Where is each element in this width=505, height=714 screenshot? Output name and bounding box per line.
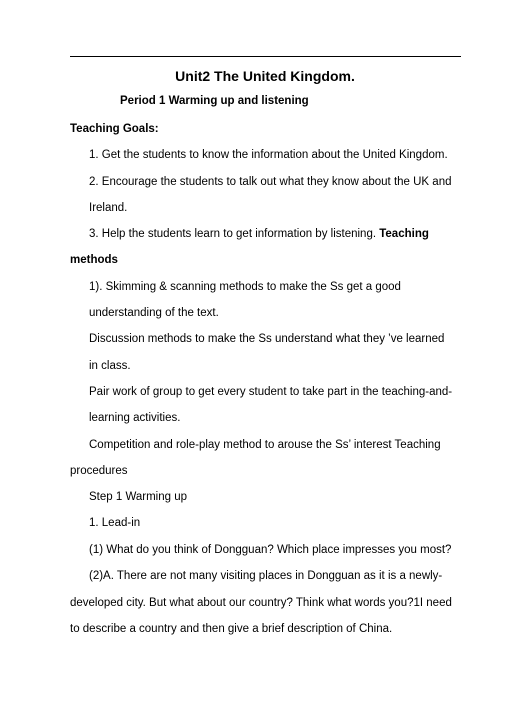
goal-3-text: 3. Help the students learn to get information by listening. bbox=[89, 228, 380, 240]
question-1: (1) What do you think of Dongguan? Which place impresses you most? bbox=[89, 544, 452, 556]
lead-in-heading: 1. Lead-in bbox=[89, 517, 141, 529]
method-4: Competition and role-play method to arouse the Ss’ interest Teaching bbox=[89, 439, 441, 451]
question-2a-continued: developed city. But what about our country? Think what words you?1I need bbox=[70, 597, 452, 609]
method-1-continued: understanding of the text. bbox=[89, 307, 219, 319]
step-1-heading: Step 1 Warming up bbox=[89, 491, 188, 503]
document-subtitle: Period 1 Warming up and listening bbox=[120, 95, 309, 107]
question-2a-end: to describe a country and then give a brief description of China. bbox=[70, 623, 393, 635]
goal-1: 1. Get the students to know the information about the United Kingdom. bbox=[89, 149, 448, 161]
teaching-methods-heading-end: methods bbox=[70, 254, 118, 266]
method-1: 1). Skimming & scanning methods to make the Ss get a good bbox=[89, 281, 401, 293]
header-rule bbox=[70, 56, 461, 57]
goal-3 bbox=[89, 227, 429, 241]
document-title: Unit2 The United Kingdom. bbox=[175, 68, 355, 84]
method-2-continued: in class. bbox=[89, 360, 131, 372]
method-2: Discussion methods to make the Ss understand what they ’ve learned bbox=[89, 333, 445, 345]
goal-2: 2. Encourage the students to talk out what they know about the UK and bbox=[89, 176, 452, 188]
method-3: Pair work of group to get every student to take part in the teaching-and- bbox=[89, 386, 453, 398]
method-3-continued: learning activities. bbox=[89, 412, 181, 424]
goal-2-continued: Ireland. bbox=[89, 202, 128, 214]
teaching-methods-heading-start: Teaching bbox=[379, 228, 429, 240]
teaching-procedures-heading: procedures bbox=[70, 465, 128, 477]
teaching-goals-heading: Teaching Goals: bbox=[70, 123, 159, 135]
question-2a: (2)A. There are not many visiting places in Dongguan as it is a newly- bbox=[89, 570, 443, 582]
